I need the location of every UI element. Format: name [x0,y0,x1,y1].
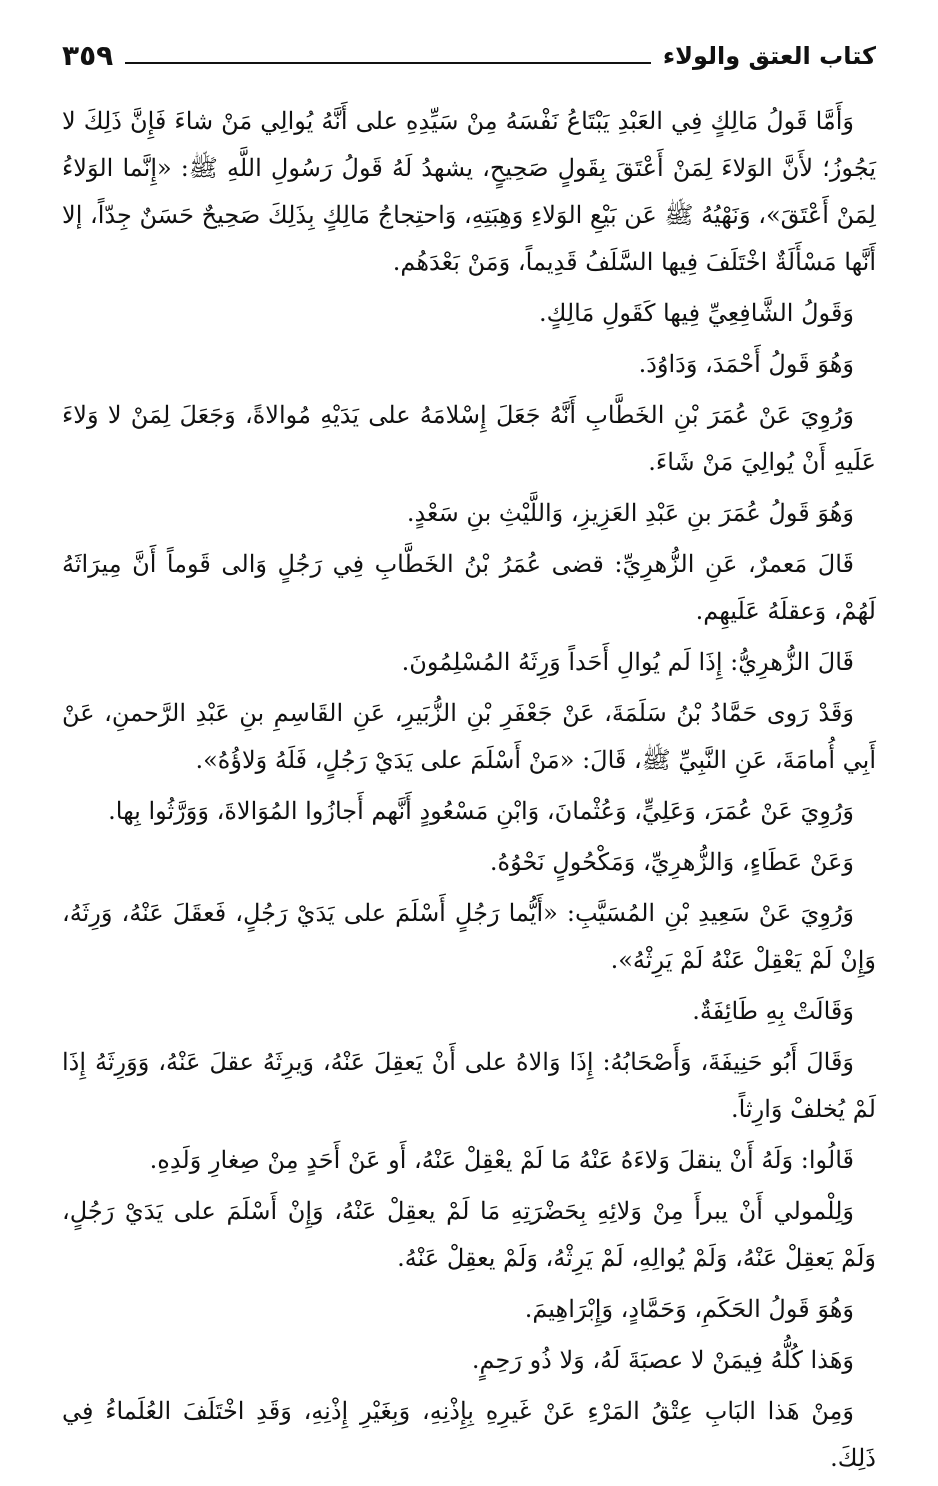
paragraph: وَهُوَ قَولُ أَحْمَدَ، وَدَاوُدَ. [638,350,854,378]
chapter-title: كتاب العتق والولاء [662,42,876,70]
header-rule [125,62,651,64]
paragraph: وَقَالَ أَبُو حَنِيفَةَ، وَأَصْحَابُهُ: إِذَا وَالاهُ على أَنْ يَعقِلَ عَنْهُ، وَيرِثَهُ عقلَ عَنْهُ، وَوَرِثَهُ إِذَا لَمْ يُخلفْ وَارِثاً. [62,1048,876,1123]
paragraph: وَأَمَّا قَولُ مَالِكٍ فِي العَبْدِ يَبْتَاعُ نَفْسَهُ مِنْ سَيِّدِهِ على أَنَّهُ يُوالِي مَنْ شاءَ فَإِنَّ ذَلِكَ لا يَجُوزُ؛ لأَنَّ الوَلاءَ لِمَنْ أَعْتَقَ بِقَولٍ صَحِيحٍ، يشهدُ لَهُ قَولُ رَسُولِ اللَّهِ ﷺ: «إِنَّما الوَلاءُ لِمَنْ أَعْتَقَ»، وَنَهْيُهُ ﷺ عَن بَيْعِ الوَلاءِ وَهِبَتِهِ، وَاحتِجاجُ مَالِكٍ بِذَلِكَ صَحِيحٌ حَسَنٌ جِدّاً، إلا أَنَّها مَسْأَلَةٌ اخْتَلَفَ فِيها السَّلَفُ قَدِيماً، وَمَنْ بَعْدَهُم. [62,107,876,276]
paragraph: وَهَذا كُلُّهُ فِيمَنْ لا عصبَةَ لَهُ، وَلا ذُو رَحِمٍ. [471,1346,854,1374]
paragraph: وَرُوِيَ عَنْ سَعِيدِ بْنِ المُسَيَّبِ: «أَيُّما رَجُلٍ أَسْلَمَ على يَدَيْ رَجُلٍ، فَعقَلَ عَنْهُ، وَرِثَهُ، وَإِنْ لَمْ يَعْقِلْ عَنْهُ لَمْ يَرِثْهُ». [62,899,876,974]
paragraph: قَالَ الزُّهرِيُّ: إِذَا لَم يُوالِ أَحَداً وَرِثَهُ المُسْلِمُونَ. [401,648,854,676]
paragraph: قَالُوا: وَلَهُ أَنْ ينقلَ وَلاءَهُ عَنْهُ مَا لَمْ يعْقِلْ عَنْهُ، أَو عَنْ أَحَدٍ مِنْ صِغارِ وَلَدِهِ. [149,1146,854,1174]
paragraph: وَلِلْمولي أَنْ يبرأَ مِنْ وَلائِهِ بِحَضْرَتِهِ مَا لَمْ يعقِلْ عَنْهُ، وَإِنْ أَسْلَمَ على يَدَيْ رَجُلٍ، وَلَمْ يَعقِلْ عَنْهُ، وَلَمْ يُوالِهِ، لَمْ يَرِثْهُ، وَلَمْ يعقِلْ عَنْهُ. [62,1197,876,1272]
paragraph: وَرُوِيَ عَنْ عُمَرَ بْنِ الخَطَّابِ أَنَّهُ جَعَلَ إِسْلامَهُ على يَدَيْهِ مُوالاةً، وَجَعَلَ لِمَنْ لا وَلاءَ عَلَيهِ أَنْ يُوالِيَ مَنْ شَاءَ. [62,401,876,476]
paragraph: وَقَدْ رَوى حَمَّادُ بْنُ سَلَمَةَ، عَنْ جَعْفَرِ بْنِ الزُّبَيرِ، عَنِ القَاسِمِ بنِ عَبْدِ الرَّحمنِ، عَنْ أَبِي أُمامَةَ، عَنِ النَّبِيِّ ﷺ، قَالَ: «مَنْ أَسْلَمَ على يَدَيْ رَجُلٍ، فَلَهُ وَلاؤُهُ». [62,699,876,774]
paragraph: قَالَ مَعمرٌ، عَنِ الزُّهرِيِّ: قضى عُمَرُ بْنُ الخَطَّابِ فِي رَجُلٍ وَالى قَوماً أَنَّ مِيرَاثَهُ لَهُمْ، وَعقلَهُ عَلَيهِم. [62,550,876,625]
paragraph: وَقَولُ الشَّافِعِيِّ فِيها كَقَولِ مَالِكٍ. [539,299,854,327]
paragraph: وَقَالَتْ بِهِ طَائِفَةٌ. [692,997,854,1025]
paragraph: وَرُوِيَ عَنْ عُمَرَ، وَعَلِيٍّ، وَعُثْمانَ، وَابْنِ مَسْعُودٍ أَنَّهم أَجازُوا المُوَالاةَ، وَوَرَّثُوا بِها. [108,797,854,825]
paragraph: وَهُوَ قَولُ الحَكَمِ، وَحَمَّادٍ، وَإِبْرَاهِيمَ. [524,1295,854,1323]
paragraph: وَهُوَ قَولُ عُمَرَ بنِ عَبْدِ العَزِيزِ، وَاللَّيْثِ بنِ سَعْدٍ. [406,499,854,527]
paragraph: وَمِنْ هَذا البَابِ عِتْقُ المَرْءِ عَنْ غَيرِهِ بِإِذْنِهِ، وَبِغَيْرِ إِذْنِهِ، وَقَدِ اخْتَلَفَ العُلَماءُ فِي ذَلِكَ. [62,1397,876,1472]
page-body [62,98,876,1486]
paragraph: وَعَنْ عَطَاءٍ، وَالزُّهرِيِّ، وَمَكْحُولٍ نَحْوُهُ. [489,848,854,876]
page-number: ٣٥٩ [62,39,114,72]
running-header [62,28,876,72]
